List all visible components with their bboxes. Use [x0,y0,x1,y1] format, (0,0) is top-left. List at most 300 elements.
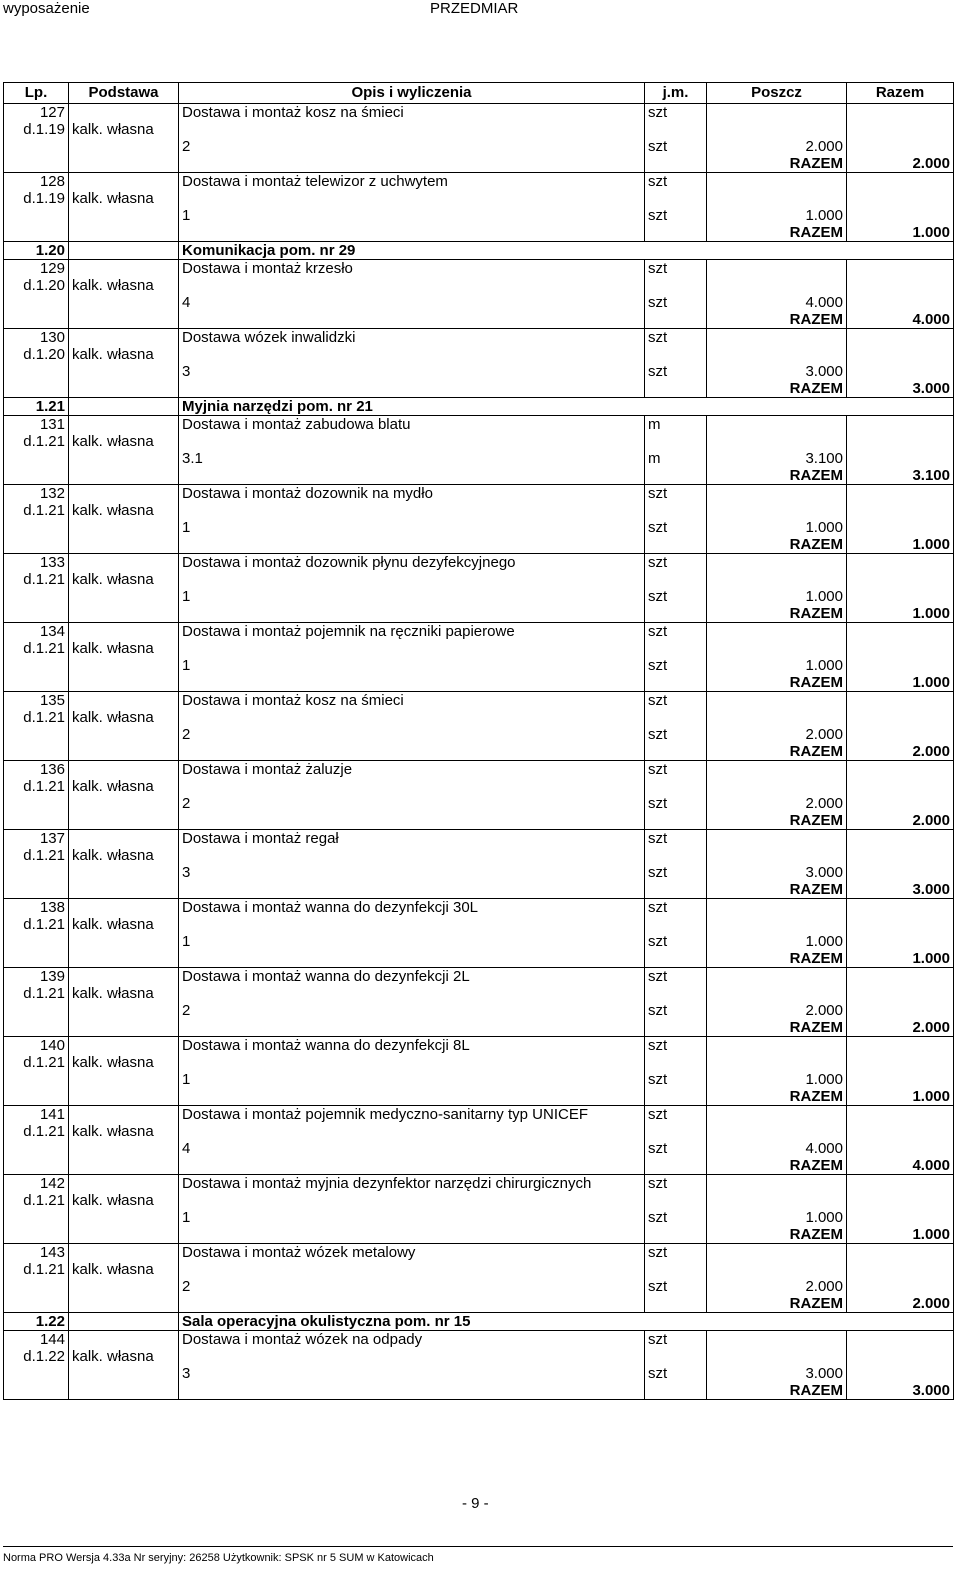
item-podstawa: kalk. własna [69,346,179,363]
item-poszcz-blank [707,1192,847,1209]
item-poszcz-top [707,1106,847,1124]
item-poszcz-blank [707,121,847,138]
item-subnumber: d.1.21 [4,985,69,1002]
item-poszcz-blank [707,502,847,519]
item-total-label: RAZEM [707,605,847,623]
item-podstawa: kalk. własna [69,847,179,864]
item-quantity-unit: szt [645,138,707,155]
item-total: 2.000 [847,1295,954,1313]
item-podstawa-top [69,1244,179,1262]
table-row-quantity [4,1140,954,1157]
item-total-label: RAZEM [707,1157,847,1175]
item-razem-top [847,485,954,503]
item-podstawa-top [69,1037,179,1055]
item-poszcz: 4.000 [707,1140,847,1157]
item-quantity: 2 [179,138,645,155]
item-razem-blank [847,433,954,450]
table-row [4,692,954,710]
item-quantity-unit: szt [645,726,707,743]
item-basis-blank2 [69,311,179,329]
item-quantity-unit: szt [645,1365,707,1382]
item-poszcz-blank [707,433,847,450]
item-total: 1.000 [847,1226,954,1244]
item-unit-blank2 [645,674,707,692]
item-subnumber: d.1.19 [4,190,69,207]
item-description: Dostawa i montaż dozownik na mydło [179,485,645,503]
item-quantity-unit: szt [645,864,707,881]
item-lp: 132 [4,485,69,503]
item-desc-blank2 [179,950,645,968]
item-poszcz-blank [707,1348,847,1365]
item-basis-blank [69,363,179,380]
section-number: 1.21 [4,398,69,416]
table-row-basis [4,778,954,795]
item-razem-blank2 [847,795,954,812]
header-title: PRZEDMIAR [430,0,519,17]
item-podstawa-top [69,899,179,917]
item-total-label: RAZEM [707,1295,847,1313]
item-unit-blank [645,1192,707,1209]
item-razem-top [847,1106,954,1124]
item-description: Dostawa i montaż kosz na śmieci [179,104,645,122]
item-lp: 138 [4,899,69,917]
item-poszcz: 1.000 [707,519,847,536]
item-unit: szt [645,692,707,710]
item-description: Dostawa i montaż myjnia dezynfektor narzędzi chirurgicznych [179,1175,645,1193]
item-poszcz: 1.000 [707,1209,847,1226]
item-poszcz-top [707,554,847,572]
item-razem-top [847,416,954,434]
table-row-basis [4,640,954,657]
item-basis-blank2 [69,950,179,968]
item-unit-blank2 [645,950,707,968]
item-unit-blank2 [645,224,707,242]
item-razem-blank2 [847,933,954,950]
item-total-label: RAZEM [707,881,847,899]
item-total-label: RAZEM [707,467,847,485]
item-razem-blank [847,985,954,1002]
table-row-quantity [4,519,954,536]
item-razem-top [847,761,954,779]
table-row-total [4,1157,954,1175]
item-lp-blank [4,363,69,380]
header-left: wyposażenie [3,0,90,17]
item-unit-blank2 [645,812,707,830]
item-quantity-unit: szt [645,207,707,224]
item-subnumber: d.1.21 [4,433,69,450]
item-description: Dostawa i montaż pojemnik medyczno-sanitarny typ UNICEF [179,1106,645,1124]
item-lp: 130 [4,329,69,347]
item-lp-blank2 [4,224,69,242]
item-subnumber: d.1.22 [4,1348,69,1365]
item-podstawa-top [69,485,179,503]
item-description: Dostawa i montaż pojemnik na ręczniki papierowe [179,623,645,641]
item-poszcz-top [707,485,847,503]
item-total: 1.000 [847,950,954,968]
item-lp: 135 [4,692,69,710]
item-lp-blank2 [4,743,69,761]
item-razem-top [847,1037,954,1055]
item-poszcz-blank [707,190,847,207]
item-poszcz: 2.000 [707,726,847,743]
item-lp-blank2 [4,311,69,329]
item-razem-top [847,899,954,917]
item-total-label: RAZEM [707,1226,847,1244]
item-lp: 137 [4,830,69,848]
item-razem-blank2 [847,519,954,536]
item-razem-blank2 [847,207,954,224]
item-quantity: 1 [179,1071,645,1088]
item-razem-blank [847,1054,954,1071]
item-poszcz-blank [707,1123,847,1140]
item-description: Dostawa i montaż telewizor z uchwytem [179,173,645,191]
item-description: Dostawa i montaż wanna do dezynfekcji 2L [179,968,645,986]
item-lp-blank [4,519,69,536]
item-razem-top [847,692,954,710]
item-unit: szt [645,104,707,122]
item-lp-blank2 [4,1088,69,1106]
item-poszcz-top [707,1331,847,1349]
item-podstawa-top [69,329,179,347]
item-unit-blank2 [645,743,707,761]
item-podstawa-top [69,173,179,191]
col-header-poszcz: Poszcz [707,83,847,104]
table-body [4,104,954,1400]
item-poszcz-top [707,1244,847,1262]
item-unit-blank2 [645,1382,707,1400]
item-quantity-unit: szt [645,933,707,950]
item-quantity: 2 [179,795,645,812]
item-basis-blank2 [69,1157,179,1175]
item-desc-blank2 [179,1295,645,1313]
item-poszcz-blank [707,778,847,795]
item-quantity: 1 [179,657,645,674]
item-subnumber: d.1.21 [4,778,69,795]
section-row [4,242,954,260]
item-basis-blank [69,207,179,224]
item-lp-blank [4,588,69,605]
table-row-quantity [4,1365,954,1382]
item-lp-blank2 [4,1019,69,1037]
item-desc-blank [179,346,645,363]
item-desc-blank2 [179,605,645,623]
item-description: Dostawa i montaż żaluzje [179,761,645,779]
table-row-quantity [4,1002,954,1019]
table-row-total [4,1088,954,1106]
item-basis-blank2 [69,881,179,899]
item-quantity-unit: szt [645,1002,707,1019]
item-unit-blank [645,916,707,933]
item-lp-blank [4,207,69,224]
item-basis-blank [69,864,179,881]
item-lp: 133 [4,554,69,572]
item-desc-blank [179,121,645,138]
item-subnumber: d.1.21 [4,847,69,864]
table-row-basis [4,433,954,450]
item-podstawa-top [69,692,179,710]
item-description: Dostawa i montaż regał [179,830,645,848]
table-row-quantity [4,363,954,380]
item-podstawa: kalk. własna [69,571,179,588]
col-header-lp: Lp. [4,83,69,104]
table-row [4,830,954,848]
item-unit: szt [645,554,707,572]
item-total-label: RAZEM [707,1019,847,1037]
item-total: 3.000 [847,1382,954,1400]
table-row [4,485,954,503]
item-podstawa: kalk. własna [69,640,179,657]
section-title: Sala operacyjna okulistyczna pom. nr 15 [179,1313,954,1331]
item-quantity: 4 [179,294,645,311]
item-basis-blank2 [69,467,179,485]
item-desc-blank [179,277,645,294]
item-desc-blank [179,916,645,933]
item-quantity: 1 [179,1209,645,1226]
item-poszcz-blank [707,847,847,864]
table-row-total [4,605,954,623]
item-podstawa-top [69,104,179,122]
item-podstawa: kalk. własna [69,709,179,726]
table-row-total [4,536,954,554]
item-lp: 143 [4,1244,69,1262]
item-basis-blank2 [69,155,179,173]
item-basis-blank [69,795,179,812]
item-unit: m [645,416,707,434]
footer-divider [3,1546,953,1547]
item-desc-blank2 [179,311,645,329]
item-desc-blank2 [179,1019,645,1037]
item-quantity: 2 [179,1278,645,1295]
item-subnumber: d.1.21 [4,1123,69,1140]
item-unit-blank [645,571,707,588]
item-desc-blank2 [179,812,645,830]
table-row-quantity [4,657,954,674]
item-poszcz-blank [707,640,847,657]
table-row-basis [4,346,954,363]
item-desc-blank [179,433,645,450]
item-poszcz: 3.000 [707,864,847,881]
item-description: Dostawa i montaż wanna do dezynfekcji 8L [179,1037,645,1055]
page-number: - 9 - [462,1495,489,1512]
item-desc-blank2 [179,224,645,242]
item-razem-blank [847,502,954,519]
item-lp-blank [4,1278,69,1295]
table-row-basis [4,1348,954,1365]
item-poszcz-blank [707,1261,847,1278]
table-row-quantity [4,1209,954,1226]
item-subnumber: d.1.20 [4,277,69,294]
item-desc-blank2 [179,1382,645,1400]
item-unit-blank [645,1261,707,1278]
item-poszcz: 3.000 [707,363,847,380]
table-row [4,1037,954,1055]
item-poszcz-top [707,1175,847,1193]
item-description: Dostawa i montaż krzesło [179,260,645,278]
item-unit-blank2 [645,536,707,554]
item-razem-blank2 [847,1278,954,1295]
item-podstawa-top [69,1106,179,1124]
section-number: 1.20 [4,242,69,260]
item-lp-blank2 [4,1295,69,1313]
item-description: Dostawa wózek inwalidzki [179,329,645,347]
item-total-label: RAZEM [707,224,847,242]
item-desc-blank2 [179,467,645,485]
item-podstawa-top [69,623,179,641]
item-desc-blank [179,1261,645,1278]
table-row-basis [4,1192,954,1209]
item-razem-blank [847,916,954,933]
item-basis-blank2 [69,812,179,830]
item-poszcz-top [707,968,847,986]
item-total: 1.000 [847,1088,954,1106]
item-podstawa: kalk. własna [69,1261,179,1278]
table-row-basis [4,1054,954,1071]
item-razem-top [847,1175,954,1193]
item-basis-blank [69,138,179,155]
item-total-label: RAZEM [707,380,847,398]
item-lp-blank [4,1140,69,1157]
item-poszcz: 1.000 [707,207,847,224]
table-row-quantity [4,294,954,311]
item-basis-blank [69,1209,179,1226]
item-poszcz-top [707,623,847,641]
item-unit-blank2 [645,1295,707,1313]
item-poszcz-top [707,416,847,434]
item-unit-blank [645,502,707,519]
item-razem-top [847,173,954,191]
item-description: Dostawa i montaż wózek metalowy [179,1244,645,1262]
item-unit: szt [645,899,707,917]
item-lp: 128 [4,173,69,191]
item-quantity-unit: szt [645,363,707,380]
item-razem-blank2 [847,1002,954,1019]
item-quantity: 1 [179,519,645,536]
item-unit-blank2 [645,155,707,173]
item-razem-top [847,554,954,572]
item-podstawa: kalk. własna [69,1192,179,1209]
item-quantity: 3 [179,864,645,881]
item-basis-blank2 [69,605,179,623]
item-unit-blank [645,847,707,864]
item-desc-blank2 [179,536,645,554]
item-total-label: RAZEM [707,674,847,692]
item-unit: szt [645,329,707,347]
item-razem-blank [847,778,954,795]
item-quantity: 3.1 [179,450,645,467]
item-poszcz-top [707,899,847,917]
item-unit-blank [645,1123,707,1140]
item-lp: 127 [4,104,69,122]
item-quantity: 4 [179,1140,645,1157]
item-unit-blank [645,778,707,795]
table-row-total [4,311,954,329]
table-row-basis [4,571,954,588]
item-quantity-unit: szt [645,1071,707,1088]
table-row-quantity [4,1071,954,1088]
item-lp: 142 [4,1175,69,1193]
item-podstawa: kalk. własna [69,433,179,450]
item-quantity: 1 [179,207,645,224]
item-subnumber: d.1.21 [4,502,69,519]
item-poszcz: 3.000 [707,1365,847,1382]
item-razem-blank2 [847,363,954,380]
item-lp-blank [4,1365,69,1382]
table-row-basis [4,709,954,726]
item-poszcz-blank [707,709,847,726]
item-quantity: 1 [179,588,645,605]
item-description: Dostawa i montaż zabudowa blatu [179,416,645,434]
item-razem-blank [847,1192,954,1209]
table-row [4,761,954,779]
item-lp-blank2 [4,380,69,398]
item-description: Dostawa i montaż dozownik płynu dezyfekcyjnego [179,554,645,572]
item-razem-top [847,623,954,641]
item-quantity-unit: szt [645,1140,707,1157]
item-basis-blank [69,294,179,311]
item-poszcz-blank [707,1054,847,1071]
item-total: 2.000 [847,1019,954,1037]
item-subnumber: d.1.20 [4,346,69,363]
item-total: 3.000 [847,380,954,398]
item-poszcz: 1.000 [707,933,847,950]
item-desc-blank2 [179,1157,645,1175]
item-total: 3.100 [847,467,954,485]
item-razem-top [847,830,954,848]
item-razem-blank2 [847,294,954,311]
item-razem-blank [847,1261,954,1278]
item-quantity-unit: szt [645,795,707,812]
item-poszcz: 2.000 [707,1002,847,1019]
item-unit: szt [645,173,707,191]
item-subnumber: d.1.19 [4,121,69,138]
item-basis-blank [69,657,179,674]
item-poszcz-blank [707,571,847,588]
item-unit-blank [645,346,707,363]
table-row [4,329,954,347]
item-desc-blank2 [179,674,645,692]
item-lp-blank [4,795,69,812]
item-lp-blank2 [4,536,69,554]
item-podstawa: kalk. własna [69,985,179,1002]
item-lp-blank [4,138,69,155]
table-header-row [4,83,954,104]
item-basis-blank2 [69,1382,179,1400]
item-lp: 139 [4,968,69,986]
table-row-basis [4,985,954,1002]
item-unit: szt [645,1106,707,1124]
table-row-total [4,881,954,899]
table-row-total [4,224,954,242]
table-row-quantity [4,795,954,812]
item-unit: szt [645,1037,707,1055]
item-desc-blank [179,985,645,1002]
item-razem-blank [847,277,954,294]
item-poszcz: 1.000 [707,657,847,674]
item-desc-blank [179,1192,645,1209]
item-lp: 141 [4,1106,69,1124]
section-blank [69,398,179,416]
item-quantity: 3 [179,363,645,380]
item-lp-blank [4,864,69,881]
item-lp-blank2 [4,155,69,173]
item-podstawa: kalk. własna [69,778,179,795]
item-lp-blank [4,1209,69,1226]
table-row-total [4,1382,954,1400]
item-unit: szt [645,260,707,278]
table-row-basis [4,916,954,933]
item-unit-blank2 [645,1226,707,1244]
table-row-basis [4,1261,954,1278]
